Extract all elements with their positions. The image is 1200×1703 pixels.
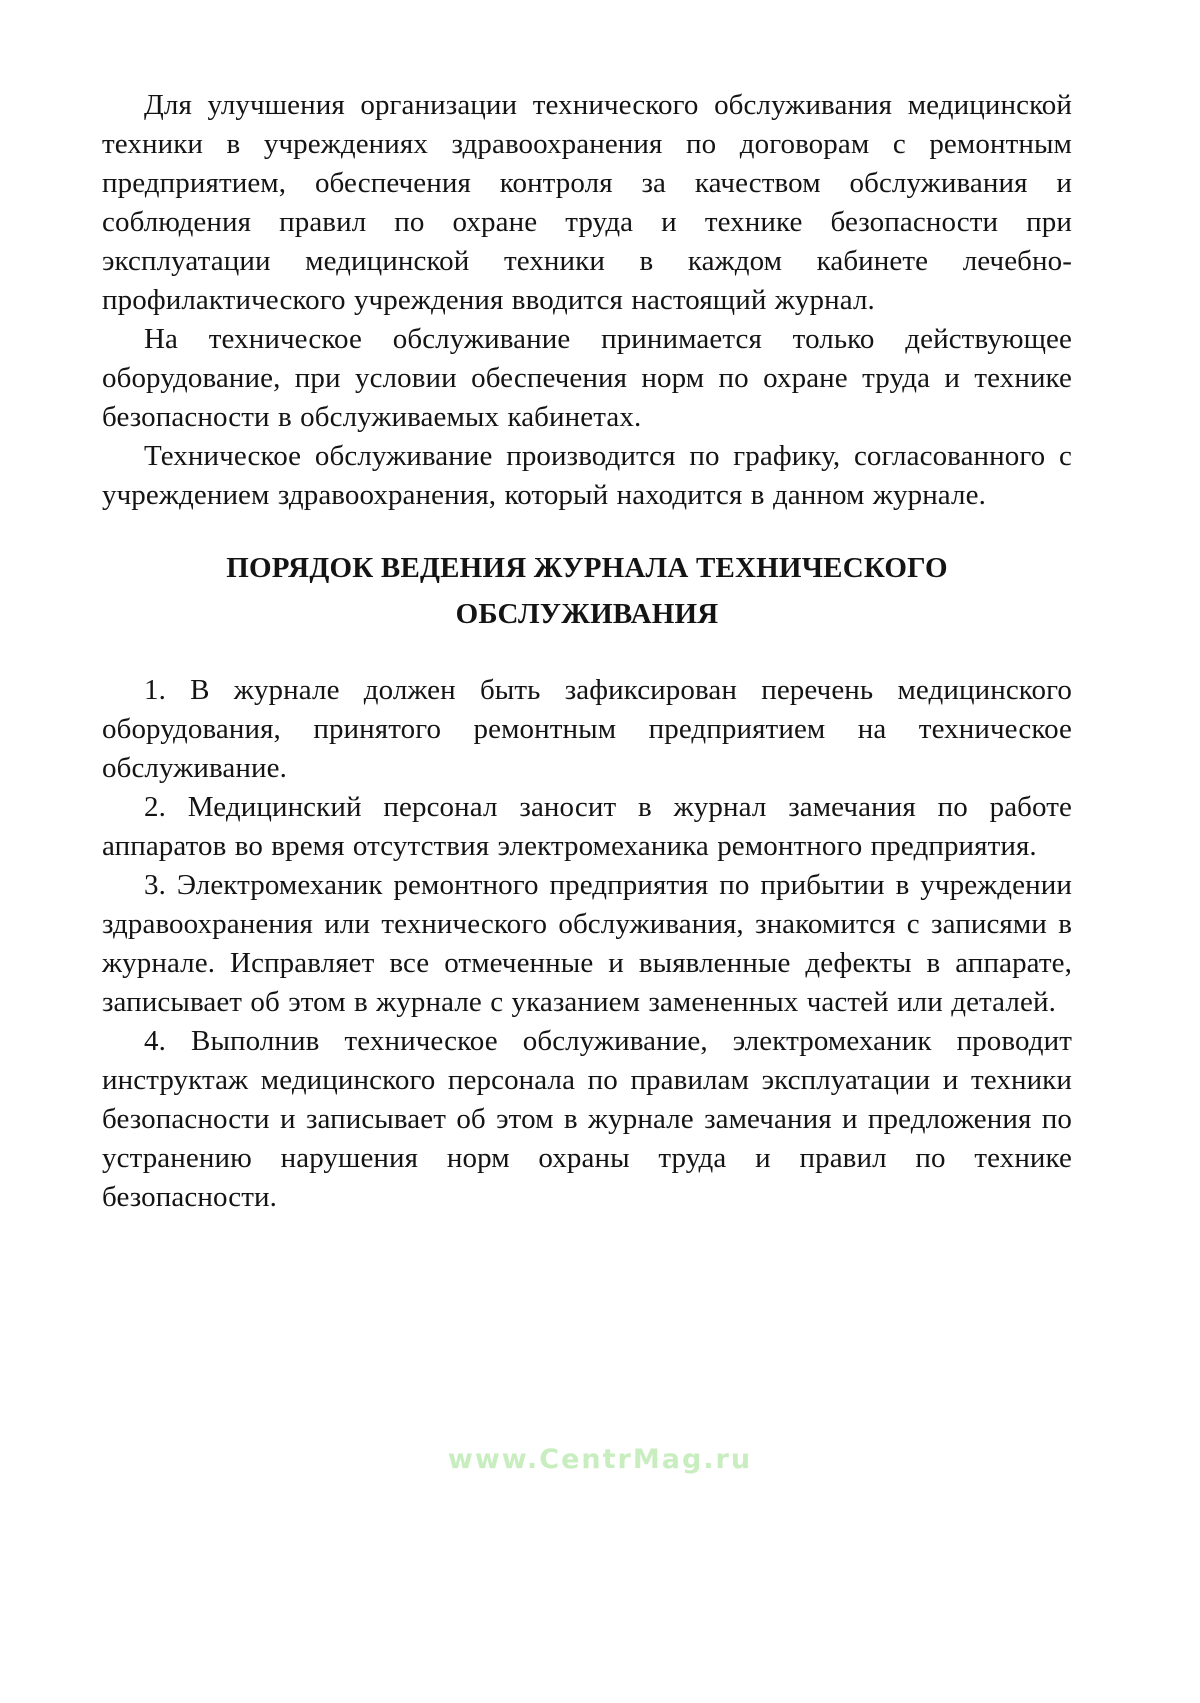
numbered-item-2: 2. Медицинский персонал заносит в журнал замечания по работе аппаратов во время отсутствия электромеханика ремонтного предприятия. [102,791,1072,862]
intro-paragraph-1: Для улучшения организации технического обслуживания медицинской техники в учреждениях здравоохранения по договорам с ремонтным предприятием, обеспечения контроля за качеством обслуживания и соблюдения правил по охране труда и технике безопасности при эксплуатации медицинской техники в каждом кабинете лечебно-профилактического учреждения вводится настоящий журнал. [102,89,1072,316]
numbered-item-1: 1. В журнале должен быть зафиксирован перечень медицинского оборудования, принятого ремонтным предприятием на техническое обслуживание. [102,674,1072,784]
numbered-item-4: 4. Выполнив техническое обслуживание, электромеханик проводит инструктаж медицинского персонала по правилам эксплуатации и техники безопасности и записывает об этом в журнале замечания и предложения по устранению нарушения норм охраны труда и правил по технике безопасности. [102,1025,1072,1213]
numbered-item-3: 3. Электромеханик ремонтного предприятия по прибытии в учреждении здравоохранения или технического обслуживания, знакомится с записями в журнале. Исправляет все отмеченные и выявленные дефекты в аппарате, записывает об этом в журнале с указанием замененных частей или деталей. [102,869,1072,1018]
section-heading: ПОРЯДОК ВЕДЕНИЯ ЖУРНАЛА ТЕХНИЧЕСКОГО ОБСЛУЖИВАНИЯ [226,552,948,630]
watermark-centrmag: www.CentrMag.ru [447,1444,753,1475]
document-text-block [102,86,1072,1217]
intro-paragraph-2: На техническое обслуживание принимается только действующее оборудование, при условии обеспечения норм по охране труда и технике безопасности в обслуживаемых кабинетах. [102,323,1072,433]
intro-paragraph-3: Техническое обслуживание производится по графику, согласованного с учреждением здравоохранения, который находится в данном журнале. [102,440,1072,511]
